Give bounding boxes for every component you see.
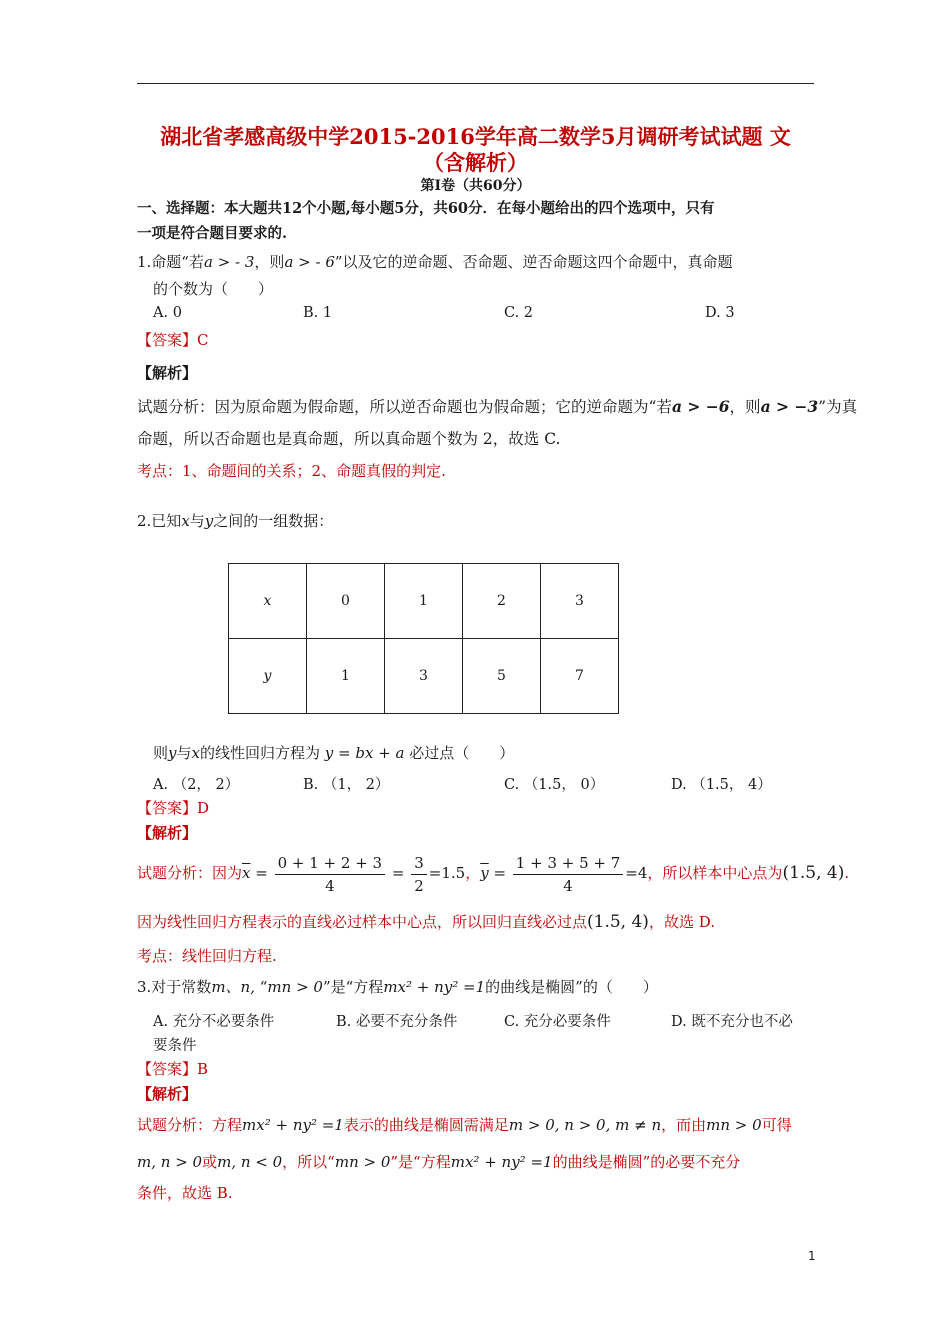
instructions-line2: 一项是符合题目要求的. — [137, 225, 288, 242]
q2-option-c: C. （1.5， 0） — [504, 777, 605, 793]
table-row — [229, 564, 619, 639]
q3-a1-d: 可得 — [761, 1116, 792, 1134]
q2-frac2-den: 2 — [414, 876, 424, 895]
table-cell: 7 — [541, 639, 619, 714]
instructions-line1: 一、选择题：本大题共12个小题,每小题5分，共60分．在每小题给出的四个选项中，只有 — [137, 200, 715, 217]
q3-stem-a: 3.对于常数 — [137, 978, 212, 996]
q1-option-c: C. 2 — [504, 305, 534, 321]
q1-stem-a: 1.命题“若 — [137, 253, 204, 271]
q1-analysis-line2: 命题，所以否命题也是真命题，所以真命题个数为 2，故选 C. — [137, 430, 561, 448]
q2-keypoint: 考点：线性回归方程. — [137, 947, 277, 965]
q3-analysis-line3: 条件，故选 B. — [137, 1184, 233, 1202]
q1-analysis-a: 试题分析：因为原命题为假命题，所以逆否命题也为假命题；它的逆命题为“若 — [137, 398, 672, 416]
q2-frac1-den: 4 — [325, 876, 335, 895]
q1-analysis-label: 【解析】 — [137, 364, 198, 382]
q2-line2-a: 因为线性回归方程表示的直线必过样本中心点，所以回归直线必过点 — [137, 913, 588, 931]
q3-stem-c: ”是“方程 — [322, 978, 384, 996]
q2-frac3 — [513, 852, 624, 897]
q2-stem-b: 与 — [189, 512, 205, 530]
section-heading: 第Ⅰ卷（共60分） — [420, 178, 531, 194]
q3-option-b: B. 必要不充分条件 — [336, 1014, 458, 1030]
q2-q-d: 必过点（ ） — [409, 744, 515, 762]
q2-option-d: D. （1.5， 4） — [671, 777, 772, 793]
q3-a1-a: 试题分析：方程 — [137, 1116, 243, 1134]
q1-analysis-b: ，则 — [729, 398, 761, 416]
table-cell: 2 — [463, 564, 541, 639]
q2-var-x: x — [181, 512, 190, 530]
q3-stem — [137, 977, 658, 997]
table-cell: 3 — [541, 564, 619, 639]
table-cell: 0 — [307, 564, 385, 639]
q1-stem-line2: 的个数为（ ） — [153, 280, 274, 298]
q2-option-b: B. （1， 2） — [303, 777, 390, 793]
q2-data-table — [228, 563, 619, 714]
q2-var-y: y — [204, 512, 214, 530]
q2-frac2 — [411, 852, 427, 897]
table-cell: x — [229, 564, 307, 639]
q1-cond1: a > - 3 — [203, 253, 255, 271]
table-cell: 1 — [307, 639, 385, 714]
q2-analysis-label: 【解析】 — [137, 824, 198, 842]
q3-answer: 【答案】B — [137, 1060, 209, 1078]
q1-analysis-line1 — [137, 397, 857, 417]
table-cell: 1 — [385, 564, 463, 639]
q3-a2-a: ，所以“ — [282, 1153, 335, 1171]
q3-option-d-cont: 要条件 — [153, 1038, 197, 1054]
q1-stem-c: ”以及它的逆命题、否命题、逆否命题这四个命题中，真命题 — [334, 253, 733, 271]
q2-center: (1.5, 4) — [782, 863, 845, 883]
q3-cond: mn > 0 — [267, 978, 323, 996]
q2-q-a: 则 — [153, 744, 169, 762]
q3-a2-mn: mn > 0 — [334, 1153, 391, 1171]
q3-a2-b: ”是“方程 — [390, 1153, 451, 1171]
q3-a2-c1: m, n > 0 — [137, 1153, 203, 1171]
q2-q-c: 的线性回归方程为 — [199, 744, 320, 762]
q3-a1-c: ，而由 — [661, 1116, 707, 1134]
q3-a2-or: 或 — [202, 1153, 218, 1171]
doc-title-line2: （含解析） — [423, 150, 528, 175]
q2-ybar: $\overline{y}$ — [480, 864, 489, 882]
q1-analysis-cond1: a > −6 — [671, 397, 730, 416]
q3-a2-eq: mx² + ny² =1 — [450, 1153, 553, 1171]
q3-a1-b: 表示的曲线是椭圆需满足 — [343, 1116, 509, 1134]
q2-frac2-num: 3 — [411, 852, 427, 875]
q2-q-y: y — [168, 744, 177, 762]
q2-q-eq: y = bx + a — [324, 744, 405, 762]
table-row — [229, 639, 619, 714]
q2-answer: 【答案】D — [137, 799, 210, 817]
q3-a2-c2: m, n < 0 — [217, 1153, 283, 1171]
q2-question — [153, 743, 514, 763]
q2-frac3-den: 4 — [563, 876, 573, 895]
q2-stem-c: 之间的一组数据： — [213, 512, 334, 530]
q3-analysis-line2 — [137, 1152, 740, 1172]
q2-analysis-line1: 试题分析：因为$\overline{x}$ = $\frac{0 + 1 + 2 + 3}{4}$ = $\frac{3}{2}$ =1.5，$\overline{y}$ = $\frac{1 + 3 + 5 + 7}{4}$ =4，所以样本中心点为(1.5, 4). — [137, 853, 850, 895]
q3-option-c: C. 充分必要条件 — [504, 1014, 611, 1030]
q2-xbar: $\overline{x}$ — [242, 864, 251, 882]
q2-result1: =1.5 — [428, 864, 466, 882]
q3-eq: mx² + ny² =1 — [383, 978, 486, 996]
q3-analysis-label: 【解析】 — [137, 1085, 198, 1103]
table-cell: 5 — [463, 639, 541, 714]
q1-option-b: B. 1 — [303, 305, 333, 321]
page-number: 1 — [808, 1249, 816, 1263]
q2-q-x: x — [191, 744, 200, 762]
q3-a1-cond: m > 0, n > 0, m ≠ n — [508, 1116, 662, 1134]
q1-option-a: A. 0 — [153, 305, 182, 321]
q2-q-b: 与 — [176, 744, 192, 762]
q2-analysis-b: ，所以样本中心点为 — [647, 864, 783, 882]
q1-option-d: D. 3 — [705, 305, 735, 321]
q1-answer: 【答案】C — [137, 331, 209, 349]
q1-stem-line1 — [137, 252, 733, 272]
table-cell: 3 — [385, 639, 463, 714]
q2-analysis-line2 — [137, 912, 715, 932]
header-rule — [137, 83, 814, 84]
q2-analysis-a: 试题分析：因为 — [137, 864, 243, 882]
q2-option-a: A. （2， 2） — [153, 777, 240, 793]
q2-stem-a: 2.已知 — [137, 512, 182, 530]
q1-stem-b: ，则 — [254, 253, 285, 271]
q1-analysis-c: ”为真 — [818, 398, 858, 416]
q2-line2-center: (1.5, 4) — [587, 912, 649, 932]
q3-option-d: D. 既不充分也不必 — [671, 1014, 793, 1030]
q1-analysis-cond2: a > −3 — [760, 397, 819, 416]
q2-frac3-num: 1 + 3 + 5 + 7 — [513, 852, 624, 875]
q2-result2: =4 — [625, 864, 648, 882]
q2-stem — [137, 511, 333, 531]
q2-line2-b: ，故选 D. — [648, 913, 715, 931]
q2-frac1-num: 0 + 1 + 2 + 3 — [275, 852, 386, 875]
q3-stem-d: 的曲线是椭圆”的（ ） — [485, 978, 658, 996]
q1-keypoint: 考点：1、命题间的关系；2、命题真假的判定. — [137, 462, 446, 480]
q2-frac1 — [275, 852, 386, 897]
q3-a1-eq: mx² + ny² =1 — [242, 1116, 344, 1134]
q3-a1-mn: mn > 0 — [706, 1116, 762, 1134]
q3-stem-b: “ — [259, 978, 268, 996]
q1-cond2: a > - 6 — [284, 253, 335, 271]
doc-title-line1: 湖北省孝感高级中学2015-2016学年高二数学5月调研考试试题 文 — [160, 124, 791, 149]
q3-analysis-line1 — [137, 1115, 792, 1135]
table-cell: y — [229, 639, 307, 714]
q3-vars: m、n, — [211, 978, 255, 996]
q3-option-a: A. 充分不必要条件 — [153, 1014, 275, 1030]
q3-a2-c: 的曲线是椭圆”的必要不充分 — [552, 1153, 741, 1171]
